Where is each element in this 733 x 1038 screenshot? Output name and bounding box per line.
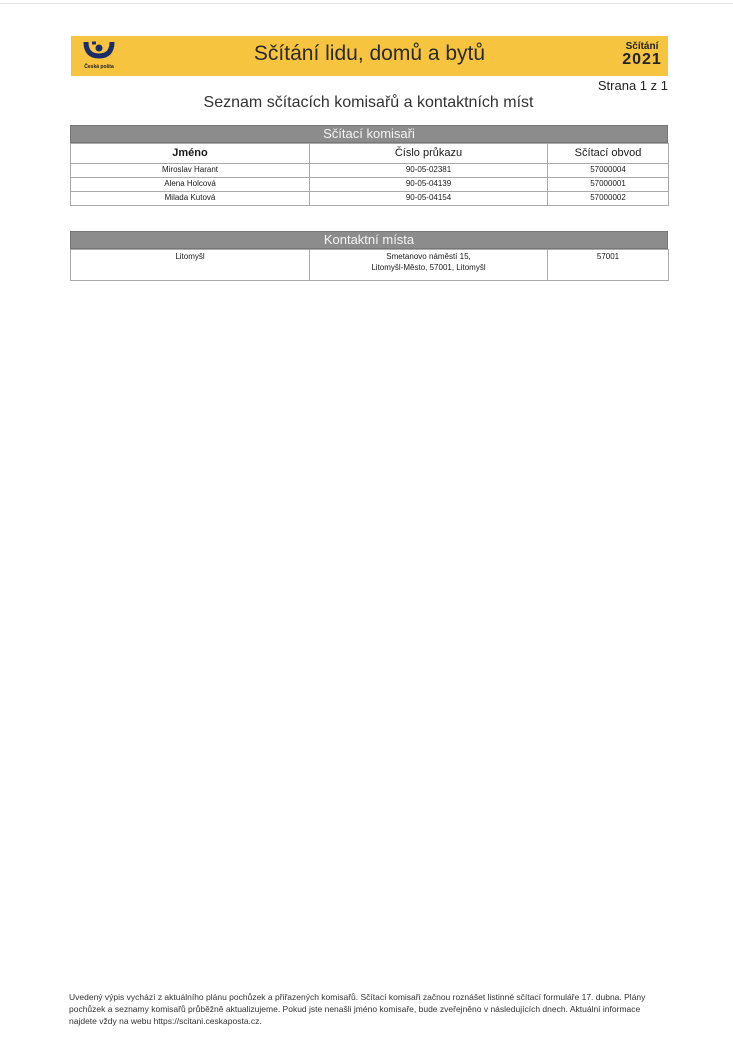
commissioner-name: Milada Kutová bbox=[71, 192, 310, 206]
document-title: Seznam sčítacích komisařů a kontaktních míst bbox=[203, 94, 534, 111]
commissioner-district: 57000002 bbox=[548, 192, 669, 206]
commissioner-id: 90-05-04139 bbox=[310, 178, 548, 192]
column-header-name: Jméno bbox=[71, 144, 310, 164]
census-logo-word: Sčítání bbox=[625, 41, 659, 52]
commissioners-table bbox=[70, 143, 669, 206]
header-banner bbox=[71, 36, 668, 76]
table-row bbox=[71, 178, 669, 192]
commissioner-name: Miroslav Harant bbox=[71, 164, 310, 178]
column-header-id: Číslo průkazu bbox=[310, 144, 548, 164]
census-logo-year: 2021 bbox=[622, 51, 662, 68]
contacts-section-title: Kontaktní místa bbox=[70, 231, 668, 249]
table-row bbox=[71, 192, 669, 206]
table-row bbox=[71, 250, 669, 281]
table-header-row bbox=[71, 144, 669, 164]
commissioner-district: 57000001 bbox=[548, 178, 669, 192]
page-number: Strana 1 z 1 bbox=[597, 78, 668, 93]
commissioner-id: 90-05-02381 bbox=[310, 164, 548, 178]
footnote: Uvedený výpis vychází z aktuálního plánu pochůzek a přiřazených komisařů. Sčítací komisaři začnou roznášet listinné sčítací formuláře 17. dubna. Plány pochůzek a seznamy komisařů průběžně aktualizujeme. Pokud jste nenašli jméno komisaře, bude zveřejněno v následujících dnech. Aktuální informace najdete vždy na webu https://scitani.ceskaposta.cz. bbox=[69, 992, 646, 1026]
commissioner-id: 90-05-04154 bbox=[310, 192, 548, 206]
top-divider bbox=[0, 3, 733, 4]
commissioner-district: 57000004 bbox=[548, 164, 669, 178]
table-row bbox=[71, 164, 669, 178]
commissioners-section-title: Sčítací komisaři bbox=[70, 125, 668, 143]
banner-title: Sčítání lidu, domů a bytů bbox=[253, 42, 486, 65]
contact-address-line2: Litomyšl-Město, 57001, Litomyšl bbox=[371, 263, 486, 272]
column-header-district: Sčítací obvod bbox=[548, 144, 669, 164]
commissioners-section bbox=[70, 125, 668, 206]
logo-text: Česká pošta bbox=[84, 64, 114, 70]
contacts-table bbox=[70, 249, 669, 281]
contact-address-line1: Smetanovo náměstí 15, bbox=[386, 252, 471, 261]
contacts-section bbox=[70, 231, 668, 281]
commissioner-name: Alena Holcová bbox=[71, 178, 310, 192]
contact-code: 57001 bbox=[548, 250, 669, 281]
contact-city: Litomyšl bbox=[71, 250, 310, 281]
census-2021-logo bbox=[620, 42, 664, 68]
contact-address bbox=[310, 250, 548, 281]
